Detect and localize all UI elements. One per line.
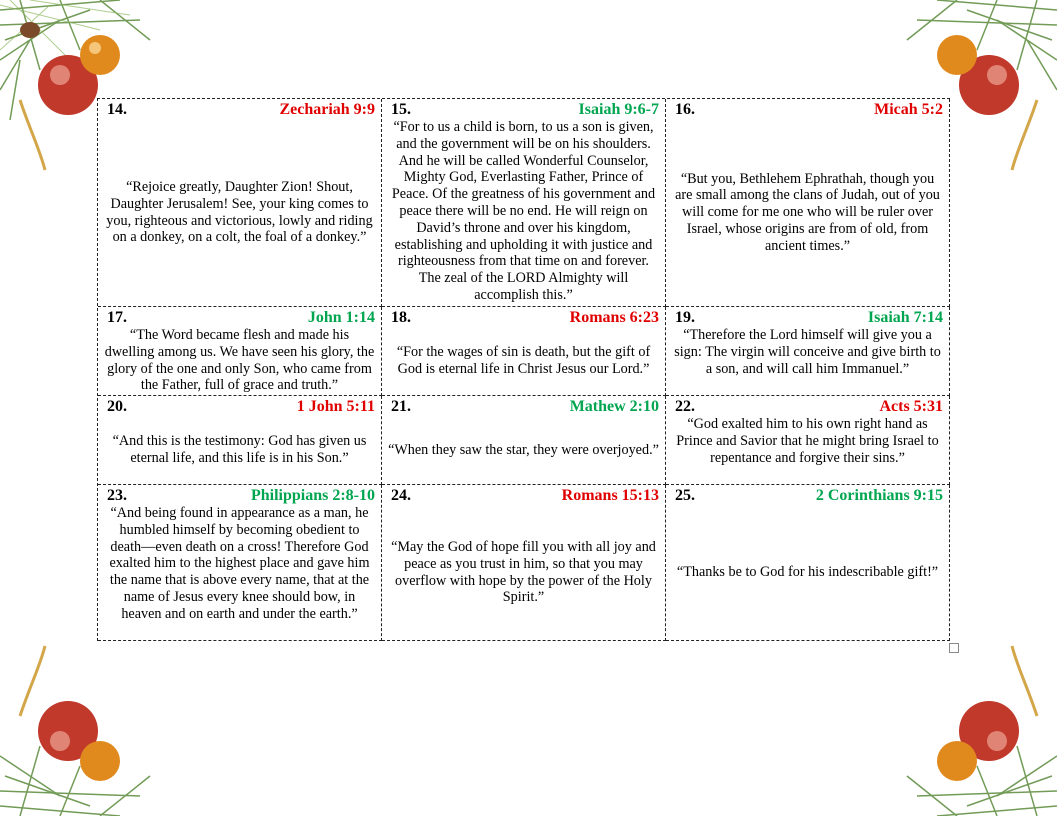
day-number: 19.	[675, 309, 695, 326]
day-cell-21	[382, 396, 666, 485]
verse-text: “Thanks be to God for his indescribable gift!”	[676, 564, 939, 581]
verse-text: “But you, Bethlehem Ephrathah, though you are small among the clans of Judah, out of you will come for me one who will be ruler over Israel, whose origins are from of old, from ancient times.”	[675, 170, 940, 254]
day-number: 14.	[107, 101, 127, 118]
day-cell-16	[666, 99, 950, 307]
day-cell-25	[666, 485, 950, 641]
day-number: 23.	[107, 487, 127, 504]
day-number: 17.	[107, 309, 127, 326]
day-cell-20	[98, 396, 382, 485]
verse-text: “Therefore the Lord himself will give you a sign: The virgin will conceive and give birth to a son, and will call him Immanuel.”	[674, 327, 941, 377]
cell-header	[388, 487, 659, 505]
cell-header	[672, 101, 943, 119]
day-cell-22	[666, 396, 950, 485]
day-cell-14	[98, 99, 382, 307]
scripture-reference: Philippians 2:8-10	[250, 487, 375, 504]
scripture-reference: Acts 5:31	[879, 398, 943, 415]
cell-header	[104, 398, 375, 416]
day-number: 20.	[107, 398, 127, 415]
day-number: 16.	[675, 101, 695, 118]
scripture-reference: Romans 6:23	[569, 309, 659, 326]
cell-header	[104, 487, 375, 505]
christmas-ornament-corner-decoration	[0, 636, 200, 816]
cell-header	[672, 398, 943, 416]
verse-text: “God exalted him to his own right hand as Prince and Savior that he might bring Israel to repentance and forgive their sins.”	[676, 416, 939, 466]
verse-text: “Rejoice greatly, Daughter Zion! Shout, Daughter Jerusalem! See, your king comes to you, righteous and victorious, lowly and riding on a donkey, on a colt, the foal of a donkey.”	[106, 178, 373, 246]
scripture-reference: Isaiah 9:6-7	[578, 101, 659, 118]
cell-header	[104, 101, 375, 119]
day-number: 22.	[675, 398, 695, 415]
cell-header	[672, 487, 943, 505]
verse-text: “For to us a child is born, to us a son is given, and the government will be on his shoulders. And he will be called Wonderful Counselor, Mighty God, Everlasting Father, Prince of Peace. Of the greatness of his government and peace there will be no end. He will reign on David’s throne and over his kingdom, establishing and upholding it with justice and righteousness from that time on and forever. The zeal of the LORD Almighty will accomplish this.”	[391, 119, 656, 303]
cell-header	[672, 309, 943, 327]
christmas-ornament-corner-decoration	[857, 636, 1057, 816]
cell-header	[388, 309, 659, 327]
day-cell-24	[382, 485, 666, 641]
cell-header	[388, 101, 659, 119]
day-number: 18.	[391, 309, 411, 326]
scripture-reference: Mathew 2:10	[569, 398, 659, 415]
scripture-reference: John 1:14	[307, 309, 375, 326]
scripture-reference: 2 Corinthians 9:15	[815, 487, 943, 504]
pine-ornament-icon	[0, 636, 200, 816]
day-cell-19	[666, 307, 950, 396]
day-number: 15.	[391, 101, 411, 118]
verse-text: “And this is the testimony: God has given us eternal life, and this life is in his Son.”	[112, 433, 367, 466]
cell-header	[104, 309, 375, 327]
verse-text: “For the wages of sin is death, but the gift of God is eternal life in Christ Jesus our Lord.”	[396, 344, 651, 377]
verse-text: “And being found in appearance as a man, he humbled himself by becoming obedient to death—even death on a cross! Therefore God exalted him to the highest place and gave him the name that is above every name, that at the name of Jesus every knee should bow, in heaven and on earth and under the earth.”	[109, 505, 370, 622]
day-number: 21.	[391, 398, 411, 415]
scripture-reference: Zechariah 9:9	[279, 101, 375, 118]
advent-verse-table	[97, 98, 950, 641]
cell-header	[388, 398, 659, 416]
scripture-reference: Micah 5:2	[874, 101, 943, 118]
day-cell-18	[382, 307, 666, 396]
day-cell-17	[98, 307, 382, 396]
verse-text: “May the God of hope fill you with all joy and peace as you trust in him, so that you may overflow with hope by the power of the Holy Spirit.”	[391, 538, 656, 606]
verse-text: “The Word became flesh and made his dwelling among us. We have seen his glory, the glory of the one and only Son, who came from the Father, full of grace and truth.”	[104, 327, 375, 394]
pine-ornament-icon	[857, 636, 1057, 816]
verse-text: “When they saw the star, they were overjoyed.”	[388, 441, 659, 458]
scripture-reference: 1 John 5:11	[296, 398, 375, 415]
day-cell-23	[98, 485, 382, 641]
table-resize-handle[interactable]	[949, 643, 959, 653]
day-number: 25.	[675, 487, 695, 504]
day-number: 24.	[391, 487, 411, 504]
day-cell-15	[382, 99, 666, 307]
scripture-reference: Isaiah 7:14	[867, 309, 943, 326]
scripture-reference: Romans 15:13	[561, 487, 659, 504]
